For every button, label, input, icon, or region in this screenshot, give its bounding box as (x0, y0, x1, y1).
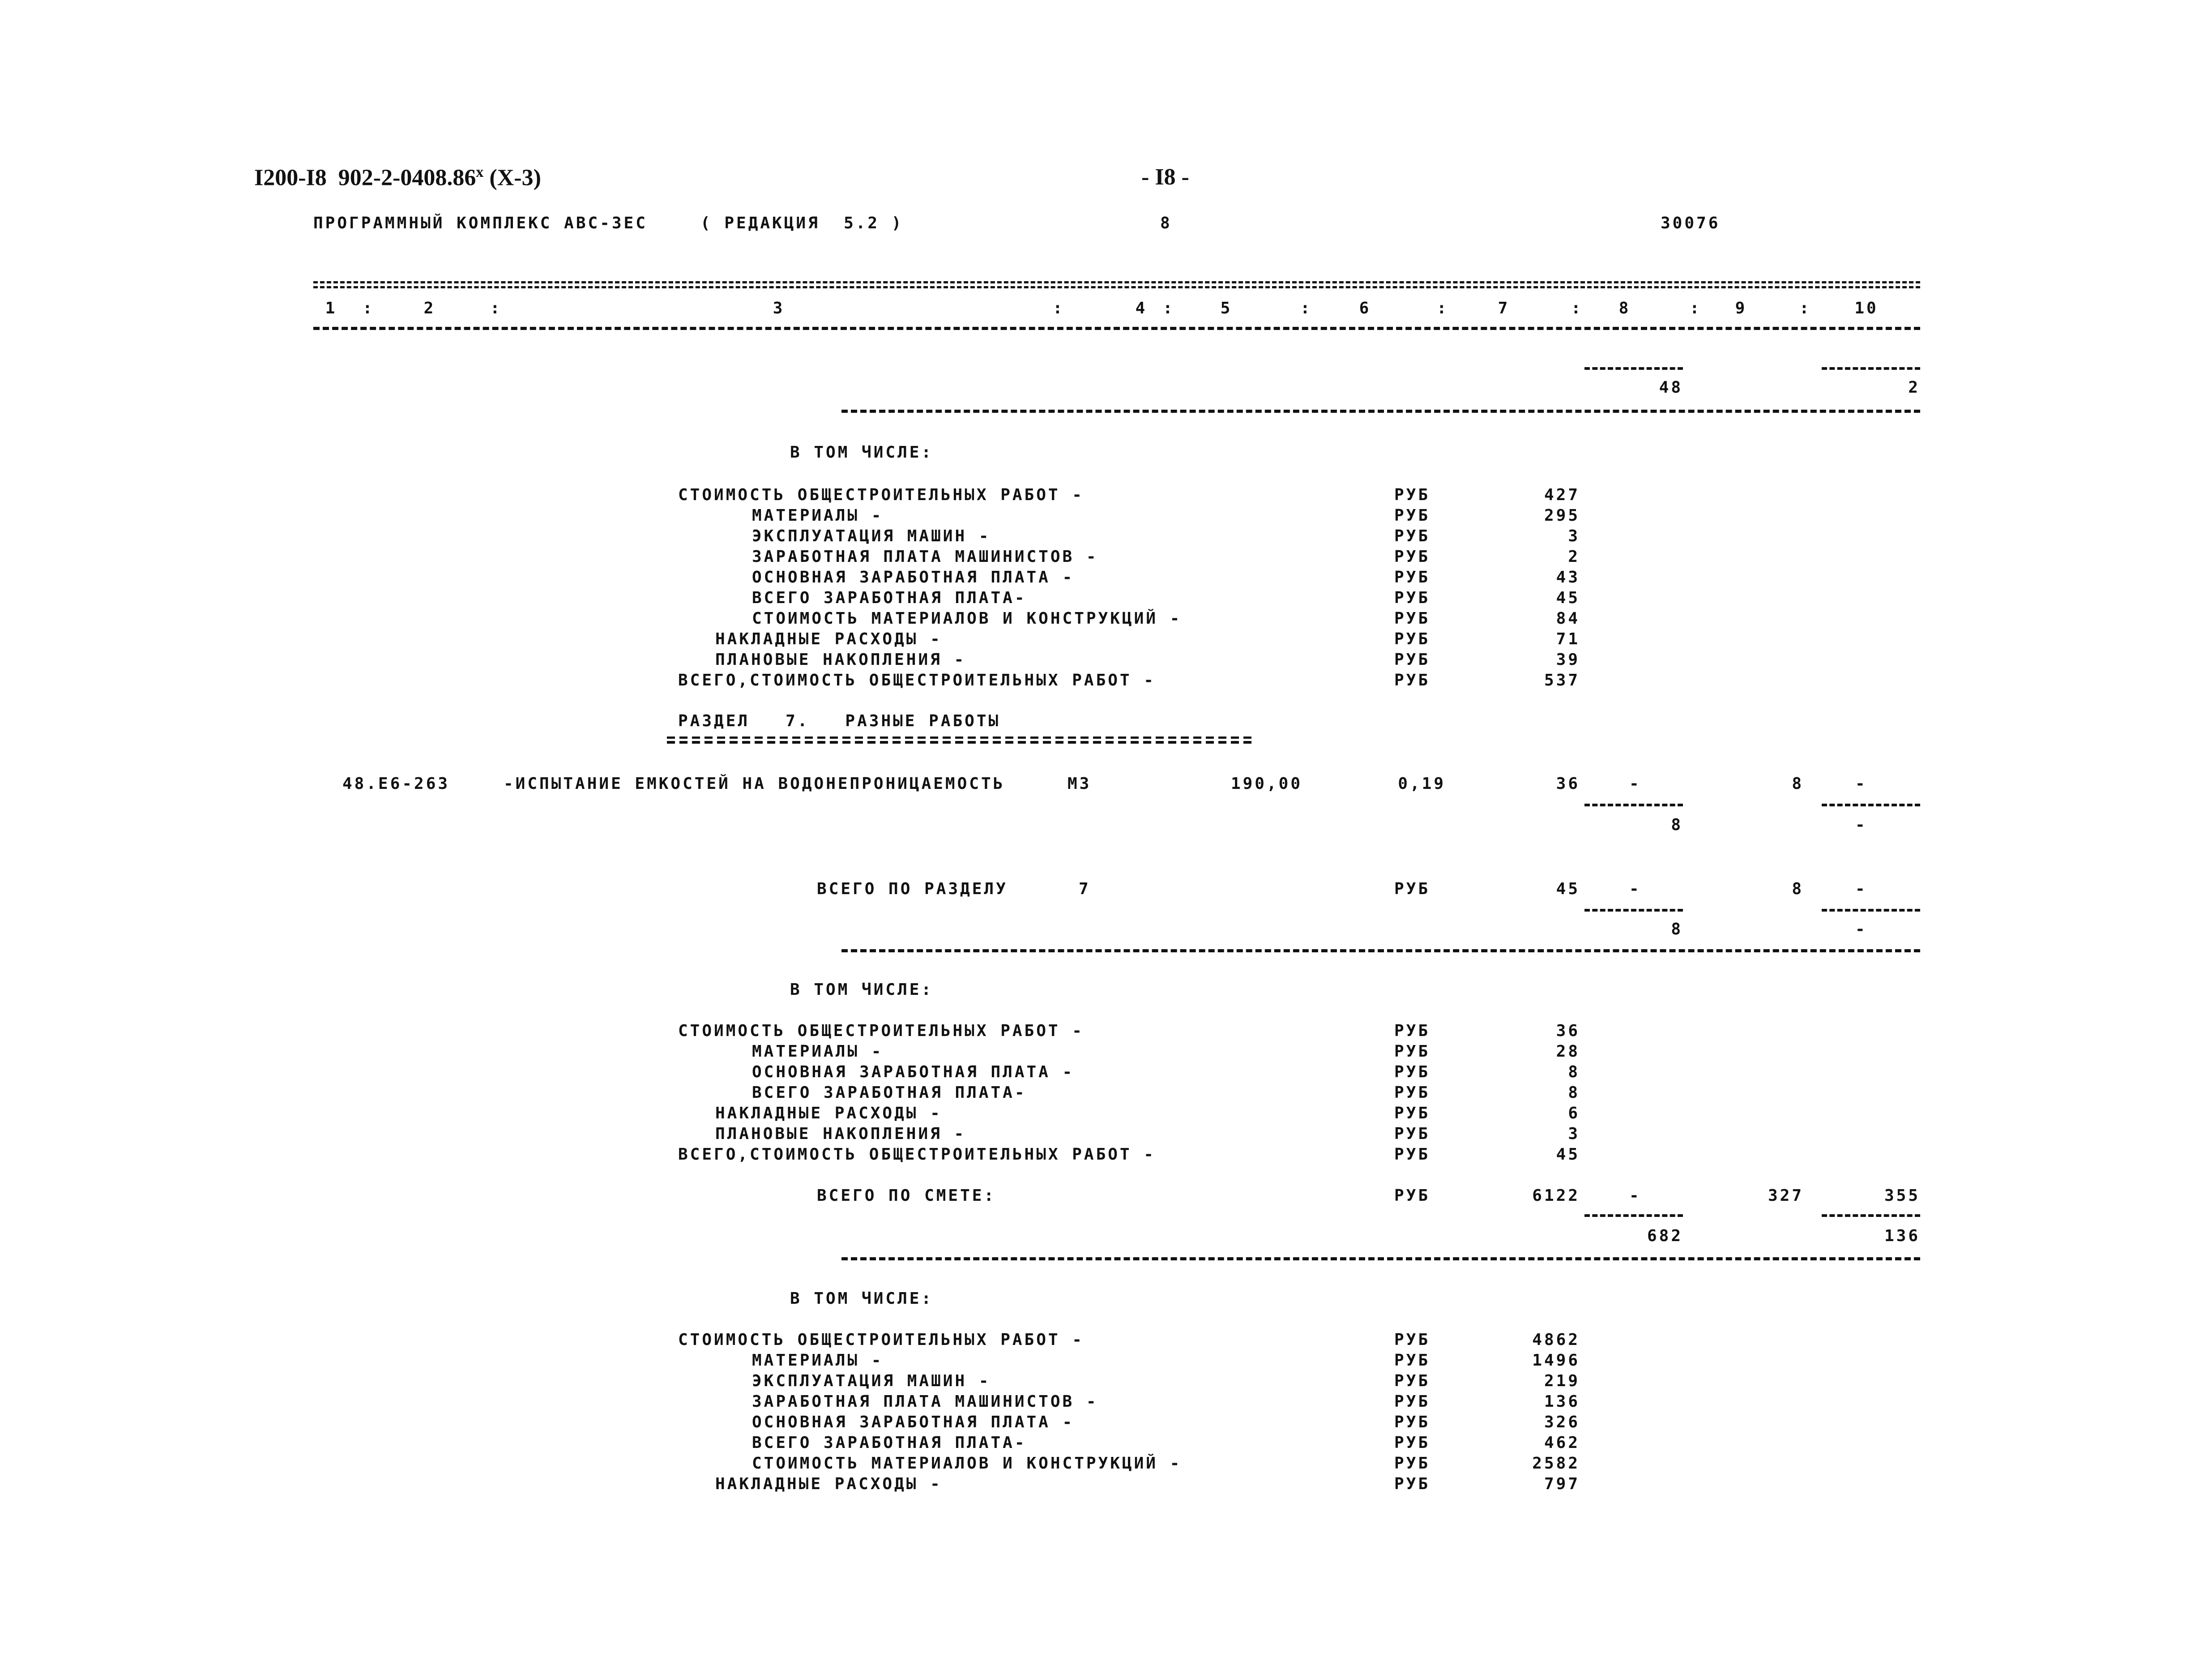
item-price: 190,00 (1230, 775, 1302, 793)
column-separators: : (1300, 299, 1312, 317)
breakdown-unit: РУБ (1394, 1063, 1431, 1081)
estimate-total-col10-top: 355 (1884, 1186, 1920, 1205)
doc-code-superscript: x (476, 164, 484, 180)
breakdown-unit: РУБ (1394, 506, 1431, 525)
breakdown-unit: РУБ (1394, 1145, 1431, 1164)
breakdown-unit: РУБ (1394, 1454, 1431, 1473)
doc-code-suffix: (X-3) (483, 165, 541, 191)
breakdown-label: НАКЛАДНЫЕ РАСХОДЫ - (715, 630, 942, 648)
column-header: 5 (1220, 299, 1233, 317)
block-separator (841, 949, 1920, 952)
section-total-col8-top: - (1629, 880, 1641, 898)
column-header: 4 (1135, 299, 1148, 317)
program-name: ПРОГРАММНЫЙ КОМПЛЕКС АВС-3ЕС (313, 214, 648, 232)
estimate-number: 30076 (1661, 214, 1721, 232)
estimate-total-col9: 327 (1768, 1186, 1804, 1205)
doc-code: I200-I8 902-2-0408.86 (254, 165, 476, 191)
breakdown-label: ПЛАНОВЫЕ НАКОПЛЕНИЯ - (715, 1125, 966, 1143)
breakdown-value: 3 (1568, 1125, 1580, 1143)
breakdown-value: 45 (1556, 1145, 1580, 1164)
breakdown-label: ЗАРАБОТНАЯ ПЛАТА МАШИНИСТОВ - (752, 548, 1098, 566)
breakdown-value: 71 (1556, 630, 1580, 648)
breakdown-value: 2582 (1532, 1454, 1580, 1473)
breakdown-heading: В ТОМ ЧИСЛЕ: (790, 981, 934, 999)
breakdown-unit: РУБ (1394, 1125, 1431, 1143)
breakdown-unit: РУБ (1394, 1434, 1431, 1452)
breakdown-value: 8 (1568, 1083, 1580, 1102)
section-total-col8-bottom: 8 (1671, 920, 1683, 938)
column-separators: : (363, 299, 375, 317)
item-col8-bottom: 8 (1671, 816, 1683, 834)
breakdown-value: 537 (1544, 671, 1580, 689)
section-total-cost: 45 (1556, 880, 1580, 898)
breakdown-unit: РУБ (1394, 671, 1431, 689)
breakdown-value: 4862 (1532, 1331, 1580, 1349)
breakdown-value: 3 (1568, 527, 1580, 545)
estimate-total-unit: РУБ (1394, 1186, 1431, 1205)
breakdown-label: ПЛАНОВЫЕ НАКОПЛЕНИЯ - (715, 651, 966, 669)
breakdown-unit: РУБ (1394, 1104, 1431, 1122)
breakdown-value: 219 (1544, 1372, 1580, 1390)
breakdown-label: СТОИМОСТЬ МАТЕРИАЛОВ И КОНСТРУКЦИЙ - (752, 609, 1182, 628)
column-separators: : (1053, 299, 1065, 317)
column-header: 3 (773, 299, 785, 317)
breakdown-value: 6 (1568, 1104, 1580, 1122)
item-col10-top: - (1855, 775, 1867, 793)
breakdown-value: 136 (1544, 1392, 1580, 1411)
program-edition: ( РЕДАКЦИЯ 5.2 ) (700, 214, 904, 232)
header-bottom-rule (313, 327, 1920, 330)
estimate-total-col8-top: - (1629, 1186, 1641, 1205)
breakdown-unit: РУБ (1394, 548, 1431, 566)
item-col9: 8 (1792, 775, 1804, 793)
breakdown-label: НАКЛАДНЫЕ РАСХОДЫ - (715, 1475, 942, 1493)
column-header: 7 (1498, 299, 1510, 317)
estimate-total-dash-col8 (1584, 1214, 1683, 1217)
breakdown-unit: РУБ (1394, 527, 1431, 545)
item-dash-col8 (1584, 804, 1683, 806)
header-top-rule (313, 281, 1920, 288)
breakdown-heading: В ТОМ ЧИСЛЕ: (790, 1289, 934, 1308)
column-separators: : (490, 299, 502, 317)
breakdown-label: ВСЕГО ЗАРАБОТНАЯ ПЛАТА- (752, 1434, 1027, 1452)
breakdown-unit: РУБ (1394, 1042, 1431, 1061)
column-separators: : (1163, 299, 1175, 317)
breakdown-label: МАТЕРИАЛЫ - (752, 1042, 884, 1061)
breakdown-unit: РУБ (1394, 1372, 1431, 1390)
breakdown-label: МАТЕРИАЛЫ - (752, 506, 884, 525)
page-number: - I8 - (1141, 164, 1189, 190)
breakdown-label: ОСНОВНАЯ ЗАРАБОТНАЯ ПЛАТА - (752, 1063, 1075, 1081)
column-header: 8 (1618, 299, 1631, 317)
breakdown-unit: РУБ (1394, 568, 1431, 587)
breakdown-unit: РУБ (1394, 1475, 1431, 1493)
section-total-dash-col8 (1584, 909, 1683, 912)
breakdown-heading: В ТОМ ЧИСЛЕ: (790, 443, 934, 462)
breakdown-label: СТОИМОСТЬ ОБЩЕСТРОИТЕЛЬНЫХ РАБОТ - (678, 1331, 1084, 1349)
breakdown-value: 797 (1544, 1475, 1580, 1493)
section-total-col10-bottom: - (1855, 920, 1867, 938)
breakdown-label: ВСЕГО,СТОИМОСТЬ ОБЩЕСТРОИТЕЛЬНЫХ РАБОТ - (678, 671, 1156, 689)
column-separators: : (1571, 299, 1583, 317)
column-separators: : (1799, 299, 1811, 317)
breakdown-value: 326 (1544, 1413, 1580, 1431)
column-header: 10 (1854, 299, 1879, 317)
section-total-dash-col10 (1822, 909, 1920, 912)
breakdown-label: СТОИМОСТЬ МАТЕРИАЛОВ И КОНСТРУКЦИЙ - (752, 1454, 1182, 1473)
item-dash-col10 (1822, 804, 1920, 806)
section-total-col9: 8 (1792, 880, 1804, 898)
column-header: 9 (1735, 299, 1747, 317)
estimate-total-col8-bottom: 682 (1647, 1227, 1683, 1245)
breakdown-label: ВСЕГО,СТОИМОСТЬ ОБЩЕСТРОИТЕЛЬНЫХ РАБОТ - (678, 1145, 1156, 1164)
breakdown-unit: РУБ (1394, 630, 1431, 648)
column-separators: : (1690, 299, 1702, 317)
breakdown-label: СТОИМОСТЬ ОБЩЕСТРОИТЕЛЬНЫХ РАБОТ - (678, 1022, 1084, 1040)
subtotal-col8: 48 (1659, 378, 1683, 397)
item-name: -ИСПЫТАНИЕ ЕМКОСТЕЙ НА ВОДОНЕПРОНИЦАЕМОСТЬ (504, 775, 1005, 793)
breakdown-value: 427 (1544, 486, 1580, 504)
estimate-total-col10-bottom: 136 (1884, 1227, 1920, 1245)
section-total-unit: РУБ (1394, 880, 1431, 898)
breakdown-value: 2 (1568, 548, 1580, 566)
column-header: 6 (1359, 299, 1371, 317)
estimate-total-label: ВСЕГО ПО СМЕТЕ: (817, 1186, 996, 1205)
document-code (254, 164, 541, 191)
breakdown-unit: РУБ (1394, 1413, 1431, 1431)
breakdown-unit: РУБ (1394, 486, 1431, 504)
breakdown-unit: РУБ (1394, 609, 1431, 628)
breakdown-value: 295 (1544, 506, 1580, 525)
breakdown-unit: РУБ (1394, 1351, 1431, 1370)
item-cost: 36 (1556, 775, 1580, 793)
breakdown-label: ВСЕГО ЗАРАБОТНАЯ ПЛАТА- (752, 589, 1027, 607)
estimate-total-cost: 6122 (1532, 1186, 1580, 1205)
breakdown-label: МАТЕРИАЛЫ - (752, 1351, 884, 1370)
item-col10-bottom: - (1855, 816, 1867, 834)
breakdown-value: 39 (1556, 651, 1580, 669)
breakdown-unit: РУБ (1394, 1392, 1431, 1411)
breakdown-value: 43 (1556, 568, 1580, 587)
breakdown-label: НАКЛАДНЫЕ РАСХОДЫ - (715, 1104, 942, 1122)
breakdown-unit: РУБ (1394, 1331, 1431, 1349)
subtotal-dash-col8 (1584, 367, 1683, 370)
block-separator (841, 1257, 1920, 1260)
breakdown-unit: РУБ (1394, 651, 1431, 669)
section-total-label: ВСЕГО ПО РАЗДЕЛУ (817, 880, 1008, 898)
breakdown-label: ОСНОВНАЯ ЗАРАБОТНАЯ ПЛАТА - (752, 1413, 1075, 1431)
column-header: 1 (325, 299, 337, 317)
item-col8-top: - (1629, 775, 1641, 793)
section-total-col10-top: - (1855, 880, 1867, 898)
breakdown-label: ОСНОВНАЯ ЗАРАБОТНАЯ ПЛАТА - (752, 568, 1075, 587)
breakdown-label: СТОИМОСТЬ ОБЩЕСТРОИТЕЛЬНЫХ РАБОТ - (678, 486, 1084, 504)
breakdown-unit: РУБ (1394, 1022, 1431, 1040)
section-total-number: 7 (1079, 880, 1091, 898)
column-header: 2 (423, 299, 436, 317)
item-unit: М3 (1068, 775, 1092, 793)
section-title-underline (667, 737, 1253, 744)
breakdown-value: 84 (1556, 609, 1580, 628)
column-separators: : (1437, 299, 1449, 317)
breakdown-label: ВСЕГО ЗАРАБОТНАЯ ПЛАТА- (752, 1083, 1027, 1102)
breakdown-label: ЭКСПЛУАТАЦИЯ МАШИН - (752, 527, 991, 545)
item-code: 48.Е6-263 (342, 775, 450, 793)
breakdown-label: ЗАРАБОТНАЯ ПЛАТА МАШИНИСТОВ - (752, 1392, 1098, 1411)
breakdown-value: 1496 (1532, 1351, 1580, 1370)
breakdown-value: 8 (1568, 1063, 1580, 1081)
breakdown-value: 45 (1556, 589, 1580, 607)
breakdown-value: 28 (1556, 1042, 1580, 1061)
subtotal-col10: 2 (1908, 378, 1920, 397)
breakdown-value: 462 (1544, 1434, 1580, 1452)
subtotal-dash-col10 (1822, 367, 1920, 370)
breakdown-unit: РУБ (1394, 1083, 1431, 1102)
breakdown-value: 36 (1556, 1022, 1580, 1040)
item-qty: 0,19 (1398, 775, 1446, 793)
breakdown-unit: РУБ (1394, 589, 1431, 607)
sheet-number: 8 (1160, 214, 1172, 232)
breakdown-label: ЭКСПЛУАТАЦИЯ МАШИН - (752, 1372, 991, 1390)
block-separator (841, 410, 1920, 413)
estimate-total-dash-col10 (1822, 1214, 1920, 1217)
section-title: РАЗДЕЛ 7. РАЗНЫЕ РАБОТЫ (678, 712, 1001, 730)
